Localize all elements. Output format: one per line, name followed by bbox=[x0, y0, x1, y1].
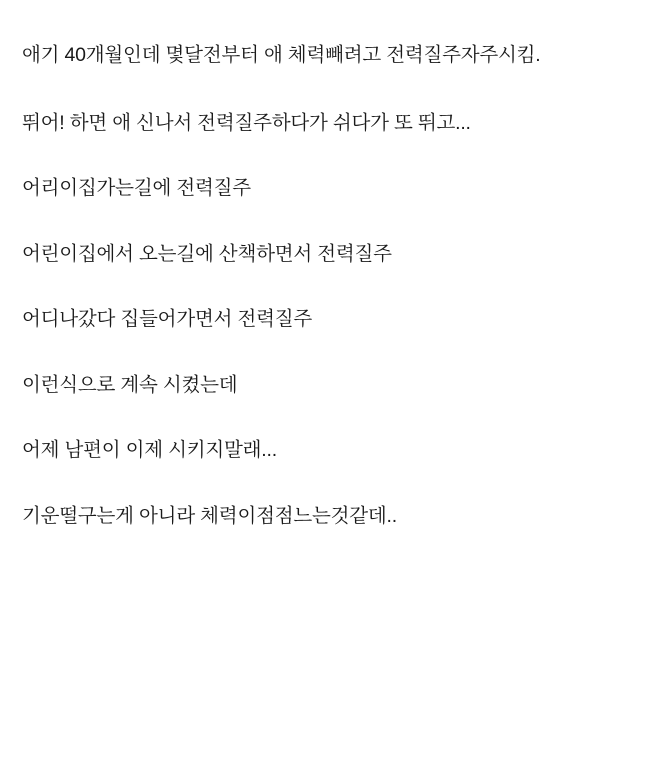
paragraph: 어제 남편이 이제 시키지말래... bbox=[22, 439, 277, 462]
paragraph: 애기 40개월인데 몇달전부터 애 체력빼려고 전력질주자주시킴. bbox=[22, 44, 541, 66]
paragraph: 어리이집가는길에 전력질주 bbox=[22, 177, 251, 200]
paragraph: 이런식으로 계속 시켰는데 bbox=[22, 373, 238, 396]
paragraph: 기운떨구는게 아니라 체력이점점느는것같데.. bbox=[22, 505, 397, 528]
paragraph: 어디나갔다 집들어가면서 전력질주 bbox=[22, 308, 312, 331]
paragraph: 어린이집에서 오는길에 산책하면서 전력질주 bbox=[22, 242, 392, 265]
paragraph: 뛰어! 하면 애 신나서 전력질주하다가 쉬다가 또 뛰고... bbox=[22, 111, 471, 134]
